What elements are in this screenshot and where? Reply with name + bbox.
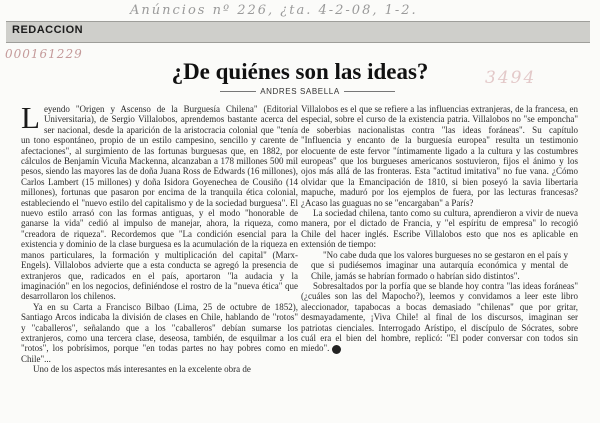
article-title: ¿De quiénes son las ideas? [171, 59, 429, 84]
article-paragraph: Ya en su Carta a Francisco Bilbao (Lima, 25 de octubre de 1852), Santiago Arcos indicaba la división de clases en Chile, hablando de "rotos" y "caballeros", señalando que a los "caballeros" debían sumarse los extranjeros, como una tercera clase, deseosa, también, de esquilmar a los "rotos", los pobrísimos, porque "en todas partes no hay pobres como en Chile"... [21, 301, 298, 364]
end-mark-icon [332, 345, 341, 354]
article-column-right [301, 104, 578, 354]
section-label: REDACCION [12, 24, 84, 36]
author-name: ANDRES SABELLA [256, 87, 344, 96]
drop-cap: L [21, 100, 40, 135]
article-column-left [21, 100, 298, 375]
article-quote: "No cabe duda que los valores burgueses no se gestaron en el país y que si pudiésemos imaginar una autarquía económica y mental de Chile, jamás se habrían formado o habrían sido distintos". [311, 249, 568, 281]
article-paragraph: Uno de los aspectos más interesantes en la excelente obra de [33, 364, 251, 375]
handwritten-margin-note: 3494 [485, 68, 537, 88]
section-header-bar [6, 21, 590, 43]
handwritten-archive-number: 000161229 [5, 47, 83, 61]
paragraph-text: eyendo "Origen y Ascenso de la Burguesía Chilena" (Editorial Universitaria), de Sergio Villalobos, aprendemos bastante acerca del ser nacional, desde la aparición de la aristocracia colonial que "tenía un tono espontáneo, propio de un estilo campesino, sencillo y carente de afectaciones", al surgimiento de las fortunas burguesas que, en 1882, por cálculos de Benjamín Vicuña Mackenna, alcanzaban a 178 millones 500 mil pesos, siendo las mayores las de doña Juana Ross de Edwards (16 millones), Carlos Lambert (15 millones) y doña Isidora Goyenechea de Cousiño (14 millones), fortunas que pasaron por encima de la tranquila ética colonial, estableciendo el "nuevo estilo del capitalismo y de la sociedad burguesa". El nuevo estilo arrasó con las formas antiguas, y el modo "honorable de ganarse la vida" cedió al impulso de manejar, ahora, la riqueza, como "creadora de riqueza". Recordemos que "La condición esencial para la existencia y dominio de la clase burguesa es la acumulación de la riqueza en manos particulares, la formación y multiplicación del capital" (Marx-Engels). Villalobos advierte que a esta conducta se agregó la presencia de extranjeros que, radicados en el país, aportaron "la audacia y la imaginación" en los negocios, definiéndose el rostro de la "nueva ética" que desarrollaron los chilenos. [21, 104, 298, 302]
handwritten-header-note: Anúncios nº 226, ¿ta. 4-2-08, 1-2. [130, 3, 418, 18]
paragraph-text: Sobresaltados por la porfía que se blande hoy contra "las ideas foráneas" (¿cuáles son las del Mapocho?), leemos y convidamos a leer este libro aleccionador, tapabocas a bocas demasiado "chilenas" que por gritar, desmayadamente, ¡Viva Chile! al final de los discursos, imaginan ser patriotas cienciales. Interrogado Arístipo, el discípulo de Sócrates, sobre cuál era el bien del hombre, replicó: "El poder conversar con todos sin miedo". [301, 280, 578, 354]
article-paragraph [301, 281, 578, 354]
article-paragraph: La sociedad chilena, tanto como su cultura, aprendieron a vivir de nueva manera, por el dictado de Francia, y "el espíritu de empresa" lo recogió Chile del hacer inglés. Escribe Villalobos esto que nos es aplicable en extensión de tiempo: [301, 208, 578, 250]
author-byline [0, 87, 600, 96]
article-paragraph: Villalobos es el que se refiere a las influencias extranjeras, de la francesa, en especial, sobre el curso de la existencia patria. Villalobos no "se emponcha" de soberbias nacionalistas contra "las ideas foráneas". Su capítulo "Influencia y encanto de la burguesía europea" resulta un testimonio elocuente de este fervor "íntimamente ligado a la cultura y las costumbres europeas" que los burgueses americanos sostuvieron, fijos el ánimo y los ojos más allá de las fronteras. Esta "actitud imitativa" no fue vana. ¿Cómo olvidar que la Emancipación de 1810, si bien poseyó la savia libertaria mapuche, maduró por los ejemplos de fuera, por las lecturas francesas? ¿Acaso las guaguas no se "encargaban" a París? [301, 104, 578, 208]
article-paragraph [21, 100, 298, 302]
